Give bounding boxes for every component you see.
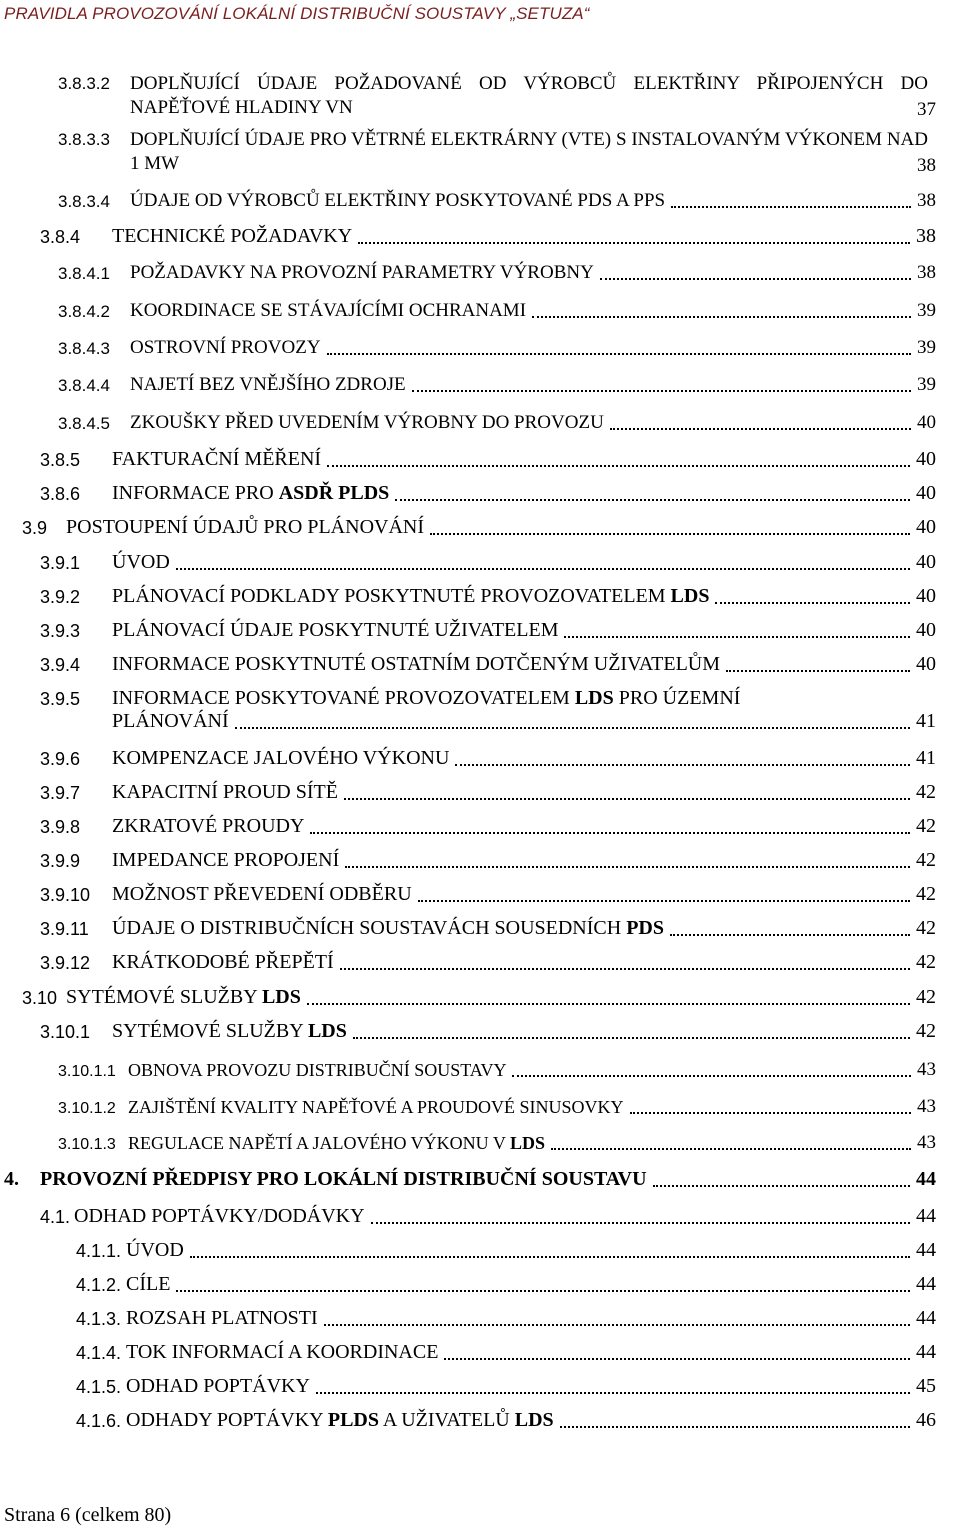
dot-leader — [532, 316, 911, 318]
dot-leader — [176, 568, 910, 570]
dot-leader — [564, 636, 910, 638]
toc-entry-title: PLÁNOVACÍ PODKLADY POSKYTNUTÉ PROVOZOVATELEM LDS — [112, 585, 710, 607]
dot-leader — [316, 1392, 910, 1394]
toc-entry[interactable] — [58, 262, 936, 284]
toc-entry-number: 3.8.4 — [40, 227, 81, 247]
toc-entry[interactable] — [40, 448, 936, 471]
toc-entry-title: PLÁNOVACÍ ÚDAJE POSKYTNUTÉ UŽIVATELEM — [112, 619, 559, 641]
toc-entry-title: REGULACE NAPĚTÍ A JALOVÉHO VÝKONU V LDS — [128, 1133, 546, 1153]
toc-entry[interactable] — [76, 1375, 936, 1398]
toc-entry-page: 43 — [917, 1132, 936, 1153]
toc-entry-page: 42 — [916, 1020, 936, 1042]
toc-entry-title: SYTÉMOVÉ SLUŽBY LDS — [112, 1020, 347, 1042]
toc-entry-page: 42 — [916, 781, 936, 803]
toc-entry-number: 3.8.4.1 — [58, 264, 110, 283]
toc-entry-title: FAKTURAČNÍ MĚŘENÍ — [112, 448, 322, 470]
toc-entry-title: TECHNICKÉ POŽADAVKY — [112, 225, 353, 247]
toc-entry[interactable] — [76, 1307, 936, 1330]
toc-entry-page: 42 — [916, 986, 936, 1008]
toc-entry-title: SYTÉMOVÉ SLUŽBY LDS — [66, 986, 301, 1008]
toc-entry[interactable] — [40, 653, 936, 676]
toc-entry[interactable] — [76, 1409, 936, 1432]
toc-entry[interactable] — [40, 619, 936, 642]
toc-entry-page: 42 — [916, 917, 936, 939]
toc-entry[interactable] — [40, 585, 936, 608]
dot-leader — [430, 533, 910, 535]
toc-entry[interactable] — [58, 1059, 936, 1081]
dot-leader — [630, 1112, 911, 1114]
toc-entry[interactable] — [40, 225, 936, 248]
toc-entry-title: CÍLE — [126, 1273, 171, 1295]
toc-entry-title: ODHAD POPTÁVKY/DODÁVKY — [74, 1205, 365, 1227]
toc-entry-title: KRÁTKODOBÉ PŘEPĚTÍ — [112, 951, 334, 973]
toc-entry[interactable] — [40, 849, 936, 872]
toc-entry-number: 3.10.1 — [40, 1022, 91, 1042]
toc-entry-page: 43 — [917, 1096, 936, 1117]
toc-entry-number: 3.8.4.5 — [58, 414, 110, 433]
toc-entry-page: 40 — [917, 412, 936, 433]
dot-leader — [327, 353, 911, 355]
toc-entry-page: 42 — [916, 815, 936, 837]
toc-entry-number: 4.1.2. — [76, 1275, 122, 1295]
toc-entry[interactable] — [40, 1205, 936, 1228]
toc-entry-page: 44 — [916, 1341, 936, 1363]
toc-entry-page: 42 — [916, 849, 936, 871]
toc-entry-title: KOORDINACE SE STÁVAJÍCÍMI OCHRANAMI — [130, 300, 527, 321]
toc-entry-title: POŽADAVKY NA PROVOZNÍ PARAMETRY VÝROBNY — [130, 262, 594, 283]
toc-entry-number: 3.8.4.2 — [58, 302, 110, 321]
dot-leader — [353, 1037, 910, 1039]
toc-entry-title: MOŽNOST PŘEVEDENÍ ODBĚRU — [112, 883, 412, 905]
toc-entry-title-line2: PLÁNOVÁNÍ 41 — [112, 710, 936, 732]
dot-leader — [190, 1256, 910, 1258]
dot-leader — [235, 727, 910, 729]
dot-leader — [327, 465, 910, 467]
toc-entry-page: 43 — [917, 1059, 936, 1080]
toc-entry[interactable] — [58, 412, 936, 434]
toc-entry-title: KOMPENZACE JALOVÉHO VÝKONU — [112, 747, 450, 769]
dot-leader — [310, 832, 910, 834]
toc-entry-title: ÚVOD — [126, 1239, 184, 1261]
toc-entry-number: 3.10.1.1 — [58, 1063, 116, 1080]
toc-entry-title: ÚDAJE O DISTRIBUČNÍCH SOUSTAVÁCH SOUSEDNÍCH PDS — [112, 917, 664, 939]
toc-entry-number: 3.10.1.3 — [58, 1136, 116, 1153]
toc-entry-title: NAJETÍ BEZ VNĚJŠÍHO ZDROJE — [130, 374, 406, 395]
toc-entry-page: 40 — [916, 516, 936, 538]
toc-entry-number: 3.9.7 — [40, 783, 81, 803]
dot-leader — [726, 670, 910, 672]
dot-leader — [345, 866, 910, 868]
toc-entry-number: 3.8.6 — [40, 484, 81, 504]
dot-leader — [600, 278, 911, 280]
toc-entry[interactable] — [58, 337, 936, 359]
toc-entry-number: 3.8.5 — [40, 450, 81, 470]
toc-entry-title: ROZSAH PLATNOSTI — [126, 1307, 318, 1329]
toc-entry-page: 38 — [917, 190, 936, 211]
toc-entry[interactable] — [40, 687, 936, 733]
toc-entry[interactable] — [22, 986, 936, 1009]
toc-entry[interactable] — [22, 516, 936, 539]
dot-leader — [418, 900, 910, 902]
toc-entry-title: ÚVOD — [112, 551, 170, 573]
toc-entry-title: ÚDAJE OD VÝROBCŮ ELEKTŘINY POSKYTOVANÉ PDS A PPS — [130, 190, 666, 211]
toc-entry[interactable] — [58, 1096, 936, 1118]
toc-entry-title: ZAJIŠTĚNÍ KVALITY NAPĚŤOVÉ A PROUDOVÉ SINUSOVKY — [128, 1097, 624, 1117]
toc-entry-page: 44 — [916, 1239, 936, 1261]
dot-leader — [344, 798, 910, 800]
toc-entry-title: POSTOUPENÍ ÚDAJŮ PRO PLÁNOVÁNÍ — [66, 516, 424, 538]
dot-leader — [671, 206, 911, 208]
dot-leader — [715, 602, 910, 604]
toc-entry[interactable] — [58, 1132, 936, 1154]
toc-entry-page: 40 — [916, 482, 936, 504]
dot-leader — [670, 934, 910, 936]
toc-entry-page: 37 — [917, 98, 936, 120]
toc-entry-number: 3.8.3.3 — [58, 130, 110, 149]
toc-entry-title: ZKOUŠKY PŘED UVEDENÍM VÝROBNY DO PROVOZU — [130, 412, 604, 433]
toc-entry-number: 3.9.10 — [40, 885, 91, 905]
dot-leader — [371, 1222, 910, 1224]
toc-entry[interactable] — [40, 747, 936, 770]
toc-entry[interactable] — [58, 128, 936, 177]
dot-leader — [324, 1324, 910, 1326]
toc-entry-number: 3.8.4.4 — [58, 376, 110, 395]
toc-entry[interactable] — [4, 1168, 936, 1191]
toc-entry[interactable] — [76, 1239, 936, 1262]
dot-leader — [444, 1358, 910, 1360]
toc-entry[interactable] — [40, 883, 936, 906]
toc-entry-page: 41 — [916, 747, 936, 769]
toc-entry[interactable] — [40, 1020, 936, 1043]
toc-entry-number: 3.10 — [22, 988, 58, 1008]
toc-entry-number: 3.9.3 — [40, 621, 81, 641]
toc-entry-title: OBNOVA PROVOZU DISTRIBUČNÍ SOUSTAVY — [128, 1060, 507, 1080]
toc-entry-page: 46 — [916, 1409, 936, 1431]
toc-entry-number: 4.1. — [40, 1207, 71, 1227]
toc-entry-title: TOK INFORMACÍ A KOORDINACE — [126, 1341, 439, 1363]
toc-entry-number: 4.1.1. — [76, 1241, 122, 1261]
toc-entry-page: 41 — [916, 710, 936, 732]
toc-entry-page: 38 — [917, 262, 936, 283]
dot-leader — [358, 242, 910, 244]
toc-entry-number: 3.9.11 — [40, 919, 89, 939]
toc-entry-number: 4. — [4, 1168, 19, 1190]
toc-entry-title: IMPEDANCE PROPOJENÍ — [112, 849, 340, 871]
toc-entry-number: 3.9.1 — [40, 553, 81, 573]
toc-entry-title: ODHADY POPTÁVKY PLDS A UŽIVATELŮ LDS — [126, 1409, 554, 1431]
dot-leader — [610, 428, 911, 430]
toc-entry-page: 42 — [916, 883, 936, 905]
dot-leader — [412, 390, 911, 392]
toc-entry-title: DOPLŇUJÍCÍ ÚDAJE PRO VĚTRNÉ ELEKTRÁRNY (VTE) S INSTALOVANÝM VÝKONEM NAD 1 MW — [130, 129, 928, 175]
dot-leader — [340, 968, 910, 970]
toc-entry[interactable] — [40, 815, 936, 838]
toc-entry-number: 3.9.2 — [40, 587, 81, 607]
toc-entry-title: INFORMACE PRO ASDŘ PLDS — [112, 482, 390, 504]
toc-entry-page: 39 — [917, 300, 936, 321]
toc-entry-number: 3.8.3.2 — [58, 74, 110, 93]
toc-entry-page: 40 — [916, 448, 936, 470]
toc-entry[interactable] — [40, 781, 936, 804]
toc-entry-number: 3.9.8 — [40, 817, 81, 837]
page-footer: Strana 6 (celkem 80) — [4, 1504, 172, 1526]
toc-entry-page: 38 — [916, 225, 936, 247]
toc-entry[interactable] — [40, 951, 936, 974]
toc-entry-number: 3.8.4.3 — [58, 339, 110, 358]
dot-leader — [512, 1075, 911, 1077]
toc-entry-page: 40 — [916, 551, 936, 573]
toc-entry[interactable] — [58, 190, 936, 212]
toc-entry-title: INFORMACE POSKYTNUTÉ OSTATNÍM DOTČENÝM UŽIVATELŮM — [112, 653, 721, 675]
toc-entry-number: 4.1.5. — [76, 1377, 122, 1397]
toc-entry[interactable] — [76, 1273, 936, 1296]
toc-entry[interactable] — [40, 551, 936, 574]
toc-entry-page: 44 — [916, 1168, 936, 1190]
toc-entry-title-line1: INFORMACE POSKYTOVANÉ PROVOZOVATELEM LDS PRO ÚZEMNÍ — [112, 687, 741, 709]
toc-entry-title: ZKRATOVÉ PROUDY — [112, 815, 305, 837]
toc-entry-title: PROVOZNÍ PŘEDPISY PRO LOKÁLNÍ DISTRIBUČNÍ SOUSTAVU — [40, 1168, 647, 1190]
toc-entry-number: 3.9.9 — [40, 851, 81, 871]
toc-entry-page: 39 — [917, 337, 936, 358]
toc-entry-number: 4.1.4. — [76, 1343, 122, 1363]
toc-entry-title: OSTROVNÍ PROVOZY — [130, 337, 321, 358]
toc-entry-page: 40 — [916, 619, 936, 641]
toc-entry-number: 4.1.6. — [76, 1411, 122, 1431]
toc-entry-number: 3.9 — [22, 518, 48, 538]
toc-entry[interactable] — [58, 374, 936, 396]
toc-entry-page: 40 — [916, 653, 936, 675]
dot-leader — [455, 764, 910, 766]
toc-entry-body — [112, 687, 936, 733]
toc-entry-page: 39 — [917, 374, 936, 395]
toc-entry-number: 3.9.5 — [40, 689, 81, 709]
dot-leader — [653, 1185, 910, 1187]
toc-entry-number: 3.10.1.2 — [58, 1100, 116, 1117]
toc-entry-page: 44 — [916, 1273, 936, 1295]
dot-leader — [560, 1426, 910, 1428]
toc-entry-number: 4.1.3. — [76, 1309, 122, 1329]
toc-entry-page: 44 — [916, 1205, 936, 1227]
toc-entry[interactable] — [40, 917, 936, 940]
toc-entry-number: 3.9.6 — [40, 749, 81, 769]
dot-leader — [176, 1290, 910, 1292]
toc-entry[interactable] — [40, 482, 936, 505]
toc-entry-title: KAPACITNÍ PROUD SÍTĚ — [112, 781, 338, 803]
toc-entry-page: 38 — [917, 154, 936, 176]
toc-entry[interactable] — [58, 72, 936, 121]
toc-entry-title: DOPLŇUJÍCÍ ÚDAJE POŽADOVANÉ OD VÝROBCŮ ELEKTŘINY PŘIPOJENÝCH DO NAPĚŤOVÉ HLADINY VN — [130, 73, 928, 119]
toc-entry-page: 44 — [916, 1307, 936, 1329]
toc-entry-number: 3.8.3.4 — [58, 192, 110, 211]
toc-entry-number: 3.9.12 — [40, 953, 91, 973]
toc-entry-page: 42 — [916, 951, 936, 973]
toc-entry[interactable] — [76, 1341, 936, 1364]
toc-entry[interactable] — [58, 300, 936, 322]
toc-entry-title: ODHAD POPTÁVKY — [126, 1375, 310, 1397]
document-header: PRAVIDLA PROVOZOVÁNÍ LOKÁLNÍ DISTRIBUČNÍ SOUSTAVY „SETUZA“ — [4, 4, 590, 23]
toc-entry-number: 3.9.4 — [40, 655, 81, 675]
toc-entry-page: 40 — [916, 585, 936, 607]
dot-leader — [307, 1003, 910, 1005]
dot-leader — [395, 499, 910, 501]
toc-entry-page: 45 — [916, 1375, 936, 1397]
dot-leader — [551, 1148, 911, 1150]
